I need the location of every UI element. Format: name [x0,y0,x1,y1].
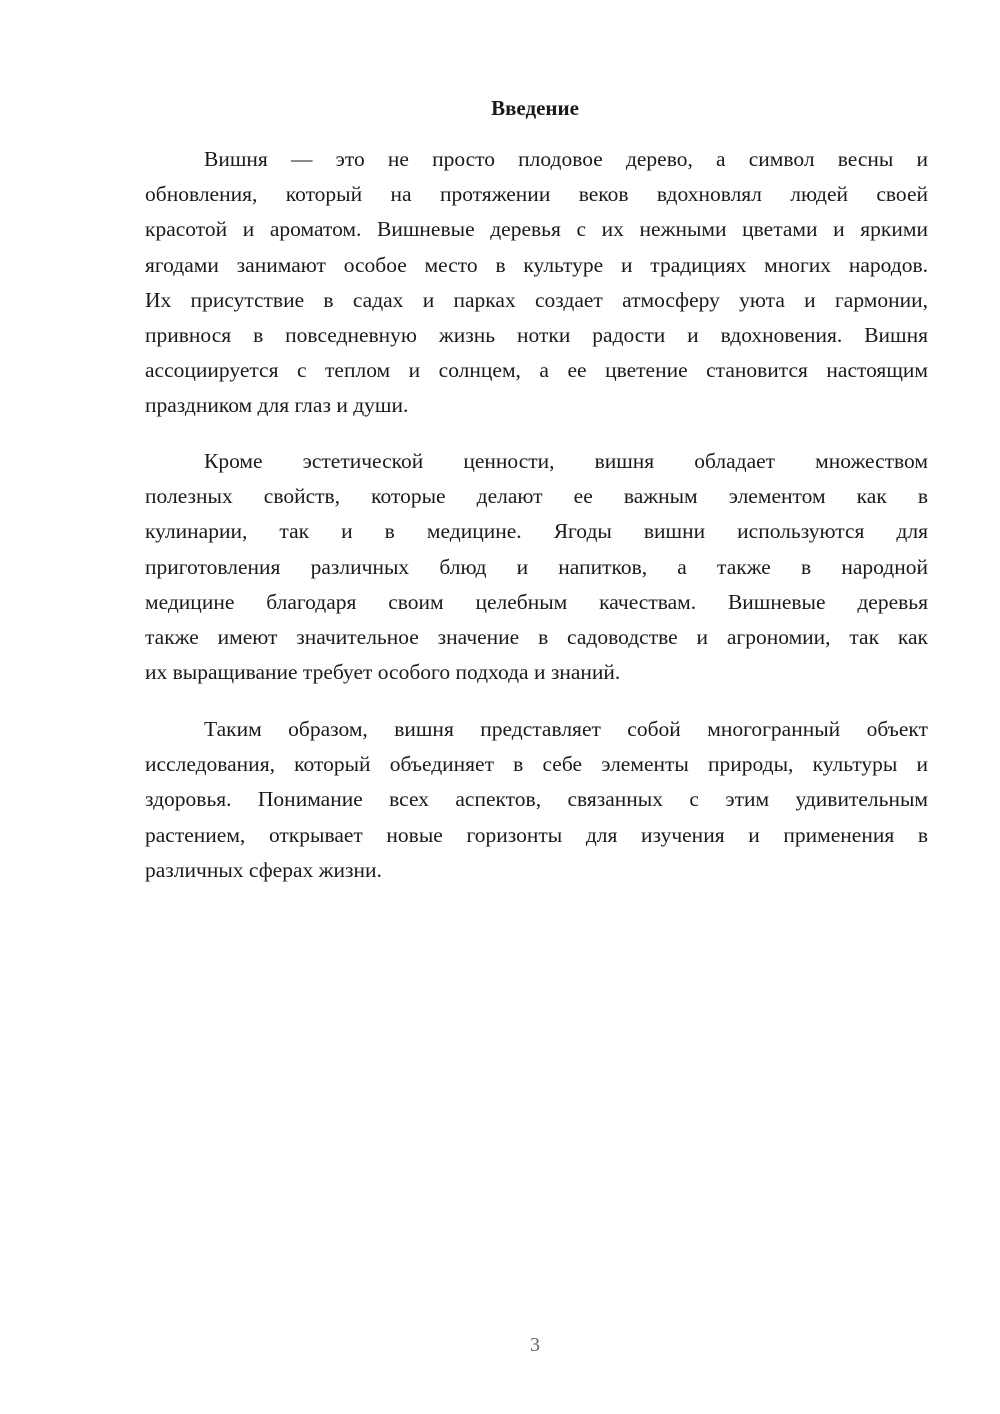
text-line: привнося в повседневную жизнь нотки радости и вдохновения. Вишня [145,322,928,347]
page-number: 3 [530,1334,540,1356]
text-line: медицине благодаря своим целебным качествам. Вишневые деревья [145,589,928,614]
text-line: также имеют значительное значение в садоводстве и агрономии, так как [145,624,928,649]
text-line: различных сферах жизни. [145,857,382,882]
text-line: ассоциируется с теплом и солнцем, а ее цветение становится настоящим [145,358,928,383]
text-line: обновления, который на протяжении веков вдохновлял людей своей [145,182,928,207]
paragraph-2 [145,444,928,690]
text-line: Их присутствие в садах и парках создает атмосферу уюта и гармонии, [145,287,928,312]
text-line: полезных свойств, которые делают ее важным элементом как в [145,484,928,509]
section-title: Введение [491,96,579,120]
text-line: их выращивание требует особого подхода и знаний. [145,660,621,685]
text-line: Кроме эстетической ценности, вишня обладает множеством [204,449,928,473]
text-line: здоровья. Понимание всех аспектов, связанных с этим удивительным [145,787,928,812]
text-line: растением, открывает новые горизонты для изучения и применения в [145,822,928,847]
text-line: кулинарии, так и в медицине. Ягоды вишни используются для [145,519,928,544]
text-line: праздником для глаз и души. [145,393,409,418]
text-line: приготовления различных блюд и напитков, а также в народной [145,554,928,579]
text-line: Вишня — это не просто плодовое дерево, а символ весны и [204,147,928,171]
paragraph-1 [145,142,928,424]
text-line: Таким образом, вишня представляет собой многогранный объект [204,717,928,741]
text-line: исследования, который объединяет в себе элементы природы, культуры и [145,752,928,777]
paragraph-3 [145,712,928,888]
text-line: красотой и ароматом. Вишневые деревья с их нежными цветами и яркими [145,217,928,242]
text-line: ягодами занимают особое место в культуре и традициях многих народов. [145,252,928,277]
